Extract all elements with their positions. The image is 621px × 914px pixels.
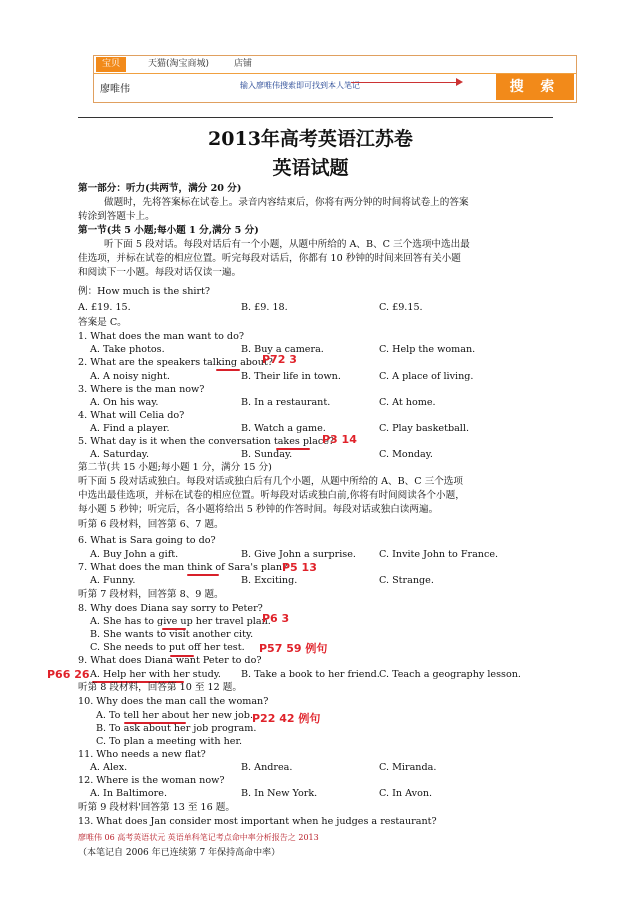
underline-mark <box>216 369 240 371</box>
option: B. Their life in town. <box>241 371 341 382</box>
tab-tmall[interactable]: 天猫(淘宝商城) <box>148 59 210 69</box>
footer-note: （本笔记自 2006 年已连续第 7 年保持高命中率） <box>78 848 281 858</box>
option: A. Find a player. <box>90 423 170 434</box>
option: C. Strange. <box>379 575 434 586</box>
option: B. In New York. <box>241 788 318 799</box>
note-annotation: P66 26 <box>47 668 90 681</box>
option: B. To ask about her job program. <box>96 723 257 734</box>
option: C. Teach a geography lesson. <box>379 669 521 680</box>
question: 13. What does Jan consider most important when he judges a restaurant? <box>78 816 437 827</box>
note-annotation: P22 42 例句 <box>252 712 321 725</box>
tab-baobei[interactable]: 宝贝 <box>96 57 126 72</box>
question: 7. What does the man think of Sara's plan? <box>78 562 288 573</box>
search-bar <box>93 55 577 103</box>
question: 3. Where is the man now? <box>78 384 205 395</box>
option: A. In Baltimore. <box>90 788 167 799</box>
material-line: 听第 9 段材料'回答第 13 至 16 题。 <box>78 802 235 813</box>
option: C. Play basketball. <box>379 423 469 434</box>
footer-note: 廖唯伟 06 高考英语状元 英语单科笔记考点命中率分析报告之 2013 <box>78 833 319 842</box>
option: B. Buy a camera. <box>241 344 324 355</box>
option: A. Alex. <box>90 762 128 773</box>
option: B. Andrea. <box>241 762 293 773</box>
instruction-line: 转涂到答题卡上。 <box>78 211 155 222</box>
option: A. Funny. <box>90 575 136 586</box>
section-heading: 第二节(共 15 小题;每小题 1 分，满分 15 分) <box>78 462 272 473</box>
option: B. She wants to visit another city. <box>90 629 254 640</box>
option: C. Invite John to France. <box>379 549 499 560</box>
option: A. On his way. <box>90 397 159 408</box>
search-input[interactable]: 廖唯伟 <box>100 84 130 95</box>
underline-mark <box>187 574 219 576</box>
note-annotation: P5 13 <box>282 561 317 574</box>
option: C. Miranda. <box>379 762 437 773</box>
option: C. At home. <box>379 397 436 408</box>
material-line: 听第 8 段材料，回答第 10 至 12 题。 <box>78 682 242 693</box>
option: C. Help the woman. <box>379 344 476 355</box>
question: 1. What does the man want to do? <box>78 331 244 342</box>
question: 5. What day is it when the conversation takes place? <box>78 436 335 447</box>
question: 2. What are the speakers talking about? <box>78 357 273 368</box>
arrow-icon <box>456 78 463 86</box>
option: C. She needs to put off her test. <box>90 642 245 653</box>
option: A. A noisy night. <box>90 371 170 382</box>
question: 9. What does Diana want Peter to do? <box>78 655 262 666</box>
question: 4. What will Celia do? <box>78 410 185 421</box>
tab-shop[interactable]: 店铺 <box>234 59 253 69</box>
option: B. Watch a game. <box>241 423 326 434</box>
option: B. Give John a surprise. <box>241 549 356 560</box>
note-annotation: P57 59 例句 <box>259 642 328 655</box>
page-title: 2013年高考英语江苏卷 <box>208 128 413 150</box>
example-question: 例：How much is the shirt? <box>78 286 211 297</box>
question: 12. Where is the woman now? <box>78 775 225 786</box>
option: A. Buy John a gift. <box>90 549 179 560</box>
note-annotation: P3 14 <box>322 433 357 446</box>
search-button[interactable]: 搜 索 <box>496 74 574 100</box>
option: B. £9. 18. <box>241 302 288 313</box>
option: C. Monday. <box>379 449 433 460</box>
instruction-line: 听下面 5 段对话。每段对话后有一个小题，从题中所给的 A、B、C 三个选项中选出最 <box>104 239 470 250</box>
page-subtitle: 英语试题 <box>272 157 349 179</box>
section-heading: 第一节(共 5 小题;每小题 1 分,满分 5 分) <box>78 225 259 236</box>
answer-line: 答案是 C。 <box>78 317 127 328</box>
instruction-line: 听下面 5 段对话或独白。每段对话或独白后有几个小题，从题中所给的 A、B、C 三个选项 <box>78 476 463 487</box>
question: 6. What is Sara going to do? <box>78 535 216 546</box>
option: B. Take a book to her friend. <box>241 669 380 680</box>
instruction-line: 和阅读下一小题。每段对话仅读一遍。 <box>78 267 242 278</box>
option: C. In Avon. <box>379 788 433 799</box>
option: B. Exciting. <box>241 575 298 586</box>
instruction-line: 做题时，先将答案标在试卷上。录音内容结束后，你将有两分钟的时间将试卷上的答案 <box>104 197 469 208</box>
option: B. Sunday. <box>241 449 293 460</box>
option: A. To tell her about her new job. <box>96 710 253 721</box>
option: A. Take photos. <box>90 344 165 355</box>
divider <box>78 117 553 118</box>
option: B. In a restaurant. <box>241 397 331 408</box>
option: A. Help her with her study. <box>90 669 221 680</box>
instruction-line: 佳选项，并标在试卷的相应位置。听完每段对话后，你都有 10 秒钟的时间来回答有关小题 <box>78 253 461 264</box>
option: A. £19. 15. <box>78 302 131 313</box>
instruction-line: 每小题 5 秒钟；听完后，各小题将给出 5 秒钟的作答时间。每段对话或独白读两遍。 <box>78 504 439 515</box>
option: A. Saturday. <box>90 449 149 460</box>
arrow-line <box>351 82 459 83</box>
question: 8. Why does Diana say sorry to Peter? <box>78 603 263 614</box>
material-line: 听第 6 段材料，回答第 6、7 题。 <box>78 519 224 530</box>
question: 11. Who needs a new flat? <box>78 749 206 760</box>
question: 10. Why does the man call the woman? <box>78 696 269 707</box>
note-annotation: P6 3 <box>262 612 290 625</box>
option: C. To plan a meeting with her. <box>96 736 243 747</box>
instruction-line: 中选出最佳选项，并标在试卷的相应位置。听每段对话或独白前,你将有时间阅读各个小题， <box>78 490 465 501</box>
option: C. A place of living. <box>379 371 474 382</box>
note-annotation: P72 3 <box>262 353 297 366</box>
option: A. She has to give up her travel plan. <box>90 616 271 627</box>
section-heading: 第一部分：听力(共两节，满分 20 分) <box>78 183 242 194</box>
option: C. £9.15. <box>379 302 423 313</box>
material-line: 听第 7 段材料，回答第 8、9 题。 <box>78 589 224 600</box>
search-hint: 输入廖唯伟搜索即可找到本人笔记 <box>240 81 360 90</box>
search-tabs <box>94 56 576 74</box>
